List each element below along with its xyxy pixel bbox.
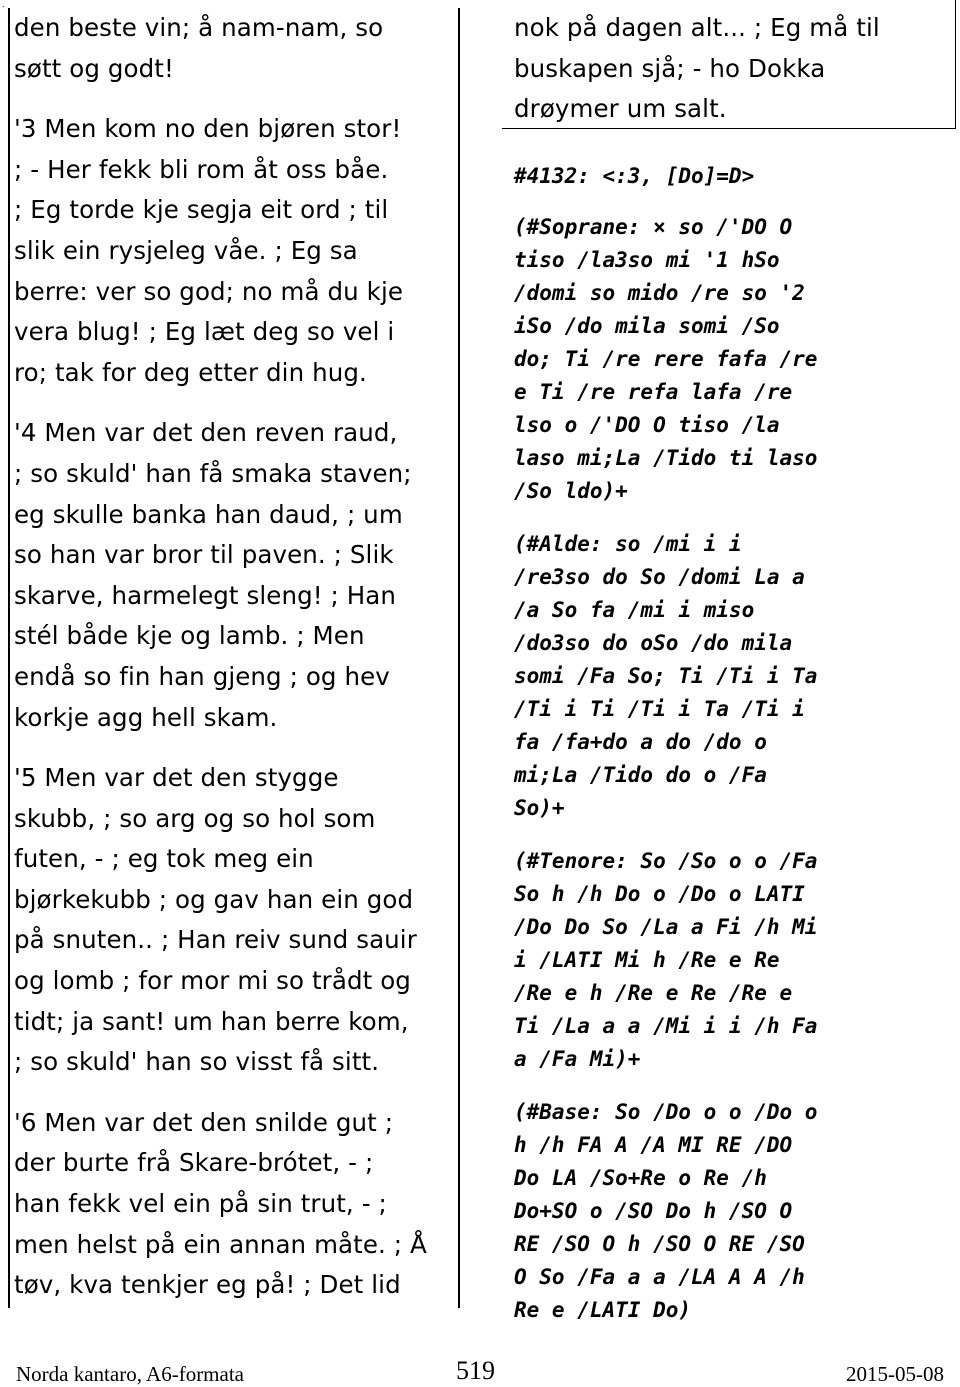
verse-4: '4 Men var det den reven raud, ; so skuld' han få smaka staven; eg skulle banka han daud, ; um so han var bror til paven. ; Slik skarve, harmelegt sleng! ; Han stél både kje og lamb. ; Men endå so fin han gjeng ; og hev korkje agg hell skam. <box>14 418 412 732</box>
voice-alde: (#Alde: so /mi i i /re3so do So /domi La a /a So fa /mi i miso /do3so do oSo /do mila somi /Fa So; Ti /Ti i Ta /Ti i Ti /Ti i Ta /Ti i fa /fa+do a do /do o mi;La /Tido do o /Fa So)+ <box>514 531 818 820</box>
verse-5: '5 Men var det den stygge skubb, ; so arg og so hol som futen, - ; eg tok meg ein bjørkekubb ; og gav han ein god på snuten.. ; Han reiv sund sauir og lomb ; for mor mi so trådt og tidt; ja sant! um han berre kom, ; so skuld' han so visst få sitt. <box>14 763 417 1077</box>
page-footer <box>0 1356 960 1384</box>
footer-book-title: Norda kantaro, A6-formata <box>16 1362 244 1386</box>
left-column-rule <box>8 8 10 1308</box>
right-column <box>514 8 954 1347</box>
corner-mark: . <box>2 0 5 9</box>
verse-3: '3 Men kom no den bjøren stor! ; - Her fekk bli rom åt oss båe. ; Eg torde kje segja eit ord ; til slik ein rysjeleg våe. ; Eg sa berre: ver so god; no må du kje vera blug! ; Eg læt deg so vel i ro; tak for deg etter din hug. <box>14 114 404 387</box>
center-column-rule <box>458 8 460 1308</box>
verse-6: '6 Men var det den snilde gut ; der burte frå Skare-brótet, - ; han fekk vel ein på sin trut, - ; men helst på ein annan måte. ; Å tøv, kva tenkjer eg på! ; Det lid <box>14 1107 427 1300</box>
verse-6-end: nok på dagen alt... ; Eg må til buskapen sjå; - ho Dokka drøymer um salt. <box>514 13 880 124</box>
song-header: #4132: <:3, [Do]=D> <box>514 163 755 188</box>
voice-base: (#Base: So /Do o o /Do o h /h FA A /A MI RE /DO Do LA /So+Re o Re /h Do+SO o /SO Do h /SO O RE /SO O h /SO O RE /SO O So /Fa a a /LA A A /h Re e /LATI Do) <box>514 1099 818 1322</box>
voice-soprane: (#Soprane: × so /'DO O tiso /la3so mi '1 hSo /domi so mido /re so '2 iSo /do mila somi /So do; Ti /re rere fafa /re e Ti /re refa lafa /re lso o /'DO O tiso /la laso mi;La /Tido ti laso /So ldo)+ <box>514 214 818 503</box>
left-column <box>14 8 454 1326</box>
voice-tenore: (#Tenore: So /So o o /Fa So h /h Do o /Do o LATI /Do Do So /La a Fi /h Mi i /LATI Mi h /Re e Re /Re e h /Re e Re /Re e Ti /La a a /Mi i i /h Fa a /Fa Mi)+ <box>514 848 818 1071</box>
footer-page-number: 519 <box>456 1356 495 1385</box>
verse-2-end: den beste vin; å nam-nam, so søtt og godt! <box>14 13 384 83</box>
footer-date: 2015-05-08 <box>846 1362 944 1386</box>
